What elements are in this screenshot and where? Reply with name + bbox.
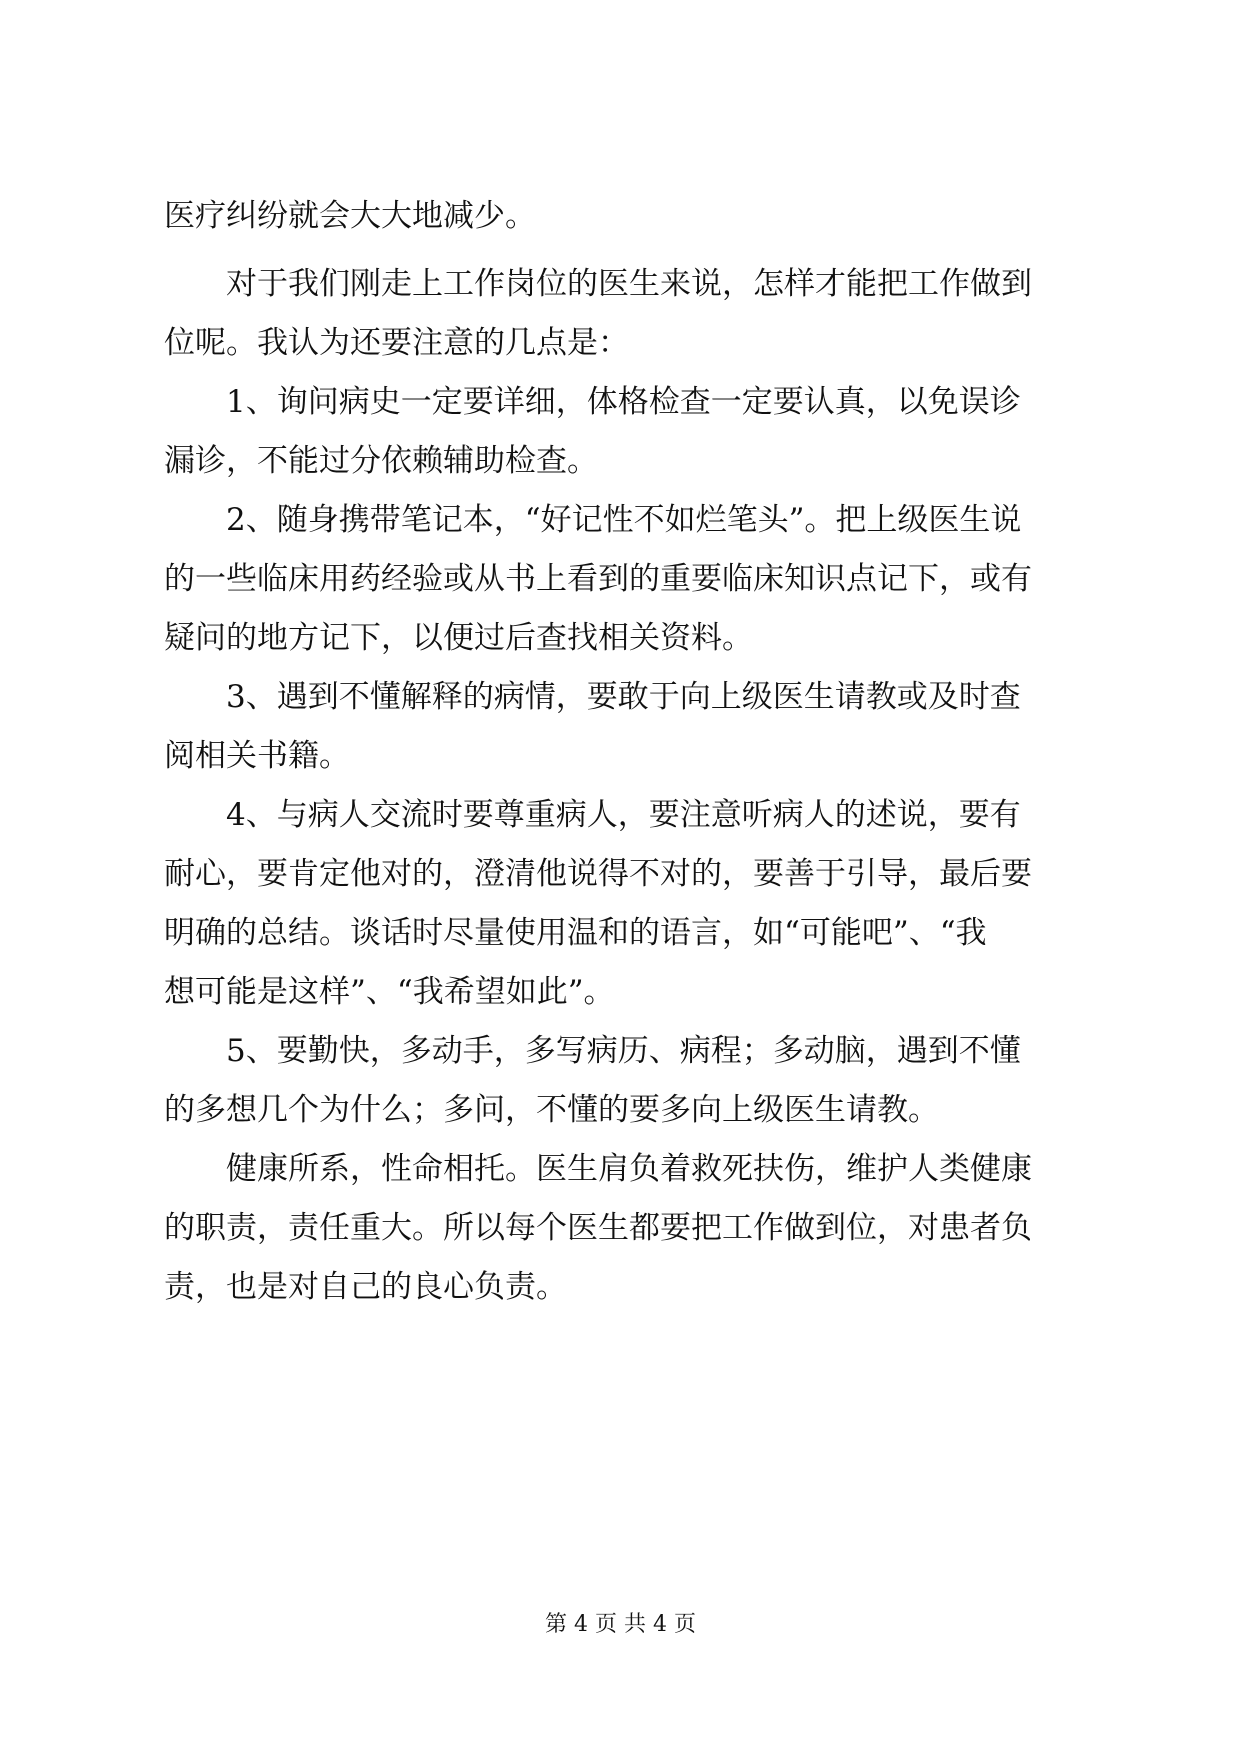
- page-number-footer: 第 4 页 共 4 页: [545, 1612, 696, 1637]
- text-line: 4、与病人交流时要尊重病人，要注意听病人的述说，要有: [164, 797, 1021, 833]
- text-line: 疑问的地方记下，以便过后查找相关资料。: [164, 620, 753, 656]
- text-line: 漏诊，不能过分依赖辅助检查。: [164, 443, 598, 479]
- text-line: 5、要勤快，多动手，多写病历、病程；多动脑，遇到不懂: [164, 1033, 1021, 1069]
- text-line: 的一些临床用药经验或从书上看到的重要临床知识点记下，或有: [164, 561, 1032, 597]
- text-line: 3、遇到不懂解释的病情，要敢于向上级医生请教或及时查: [164, 679, 1021, 715]
- text-line: 阅相关书籍。: [164, 738, 350, 774]
- text-line: 1、询问病史一定要详细，体格检查一定要认真，以免误诊: [164, 384, 1021, 420]
- text-line: 对于我们刚走上工作岗位的医生来说，怎样才能把工作做到: [164, 266, 1032, 302]
- text-line: 责，也是对自己的良心负责。: [164, 1269, 567, 1305]
- text-line: 明确的总结。谈话时尽量使用温和的语言，如“可能吧”、“我: [164, 915, 987, 951]
- text-line: 2、随身携带笔记本，“好记性不如烂笔头”。把上级医生说: [164, 502, 1022, 538]
- text-line: 位呢。我认为还要注意的几点是：: [164, 325, 629, 361]
- text-line: 的职责，责任重大。所以每个医生都要把工作做到位，对患者负: [164, 1210, 1032, 1246]
- text-line: 健康所系，性命相托。医生肩负着救死扶伤，维护人类健康: [164, 1151, 1032, 1187]
- text-line: 医疗纠纷就会大大地减少。: [164, 198, 536, 234]
- text-line: 想可能是这样”、“我希望如此”。: [164, 974, 615, 1010]
- text-line: 的多想几个为什么；多问，不懂的要多向上级医生请教。: [164, 1092, 939, 1128]
- text-line: 耐心，要肯定他对的，澄清他说得不对的，要善于引导，最后要: [164, 856, 1032, 892]
